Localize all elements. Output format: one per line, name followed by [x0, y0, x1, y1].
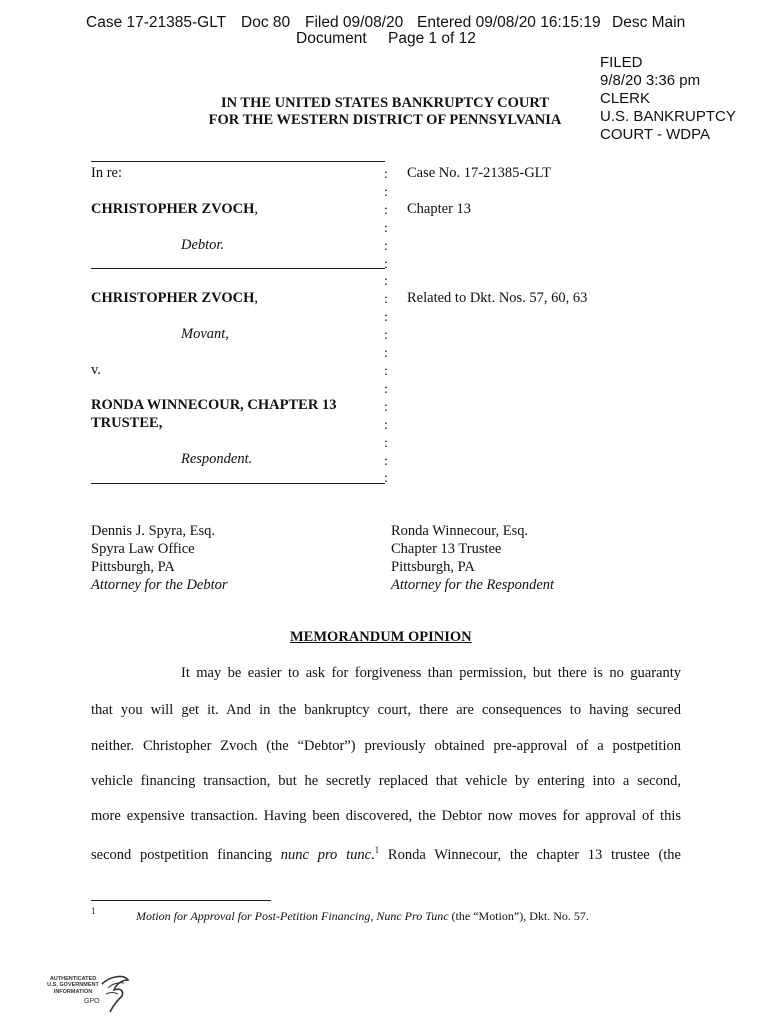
- body-line-6: [91, 845, 681, 864]
- versus-label: v.: [91, 362, 101, 378]
- header-filed: Filed 09/08/20: [305, 14, 404, 31]
- debtor-counsel-city: Pittsburgh, PA: [91, 559, 175, 575]
- related-docket: Related to Dkt. Nos. 57, 60, 63: [407, 290, 588, 306]
- debtor-label: Debtor.: [181, 237, 225, 253]
- colon: :: [384, 310, 388, 326]
- seal-line: AUTHENTICATED: [49, 976, 97, 982]
- colon: :: [384, 417, 388, 433]
- memorandum-title: MEMORANDUM OPINION: [290, 629, 472, 645]
- debtor-counsel-role: Attorney for the Debtor: [91, 577, 228, 593]
- stamp-line: 9/8/20 3:36 pm: [600, 72, 701, 89]
- stamp-line: FILED: [600, 54, 643, 71]
- court-line-2: FOR THE WESTERN DISTRICT OF PENNSYLVANIA: [208, 112, 562, 128]
- colon: :: [384, 453, 388, 469]
- colon: :: [384, 435, 388, 451]
- colon: :: [384, 184, 388, 200]
- footnote-rule: [91, 900, 271, 901]
- chapter-label: Chapter 13: [407, 201, 472, 217]
- caption-rule-top: [91, 161, 385, 162]
- body-line-6-c: Ronda Winnecour, the chapter 13 trustee (the: [379, 846, 681, 863]
- colon: :: [384, 346, 388, 362]
- colon: :: [384, 202, 388, 218]
- movant-label: Movant,: [181, 326, 229, 342]
- respondent-counsel-block: [391, 522, 554, 594]
- body-line-6-b: .: [371, 846, 375, 863]
- eagle-icon: [44, 974, 134, 1016]
- footnote-text: [136, 909, 589, 924]
- body-line-5: more expensive transaction. Having been discovered, the Debtor now moves for approval of this: [91, 808, 681, 824]
- footnote-number: 1: [91, 906, 96, 916]
- footnote-reference[interactable]: 1: [374, 845, 380, 855]
- header-document: Document: [296, 30, 367, 47]
- colon: :: [384, 274, 388, 290]
- colon: :: [384, 238, 388, 254]
- debtor-counsel-block: [91, 522, 228, 594]
- gpo-authentication-seal: [44, 974, 134, 1016]
- stamp-line: COURT - WDPA: [600, 126, 711, 143]
- court-line-1: IN THE UNITED STATES BANKRUPTCY COURT: [220, 95, 550, 111]
- colon: :: [384, 328, 388, 344]
- in-re-label: In re:: [91, 165, 122, 181]
- colon: :: [384, 292, 388, 308]
- caption-rule-middle: [91, 268, 385, 269]
- colon: :: [384, 399, 388, 415]
- footnote-rest: (the “Motion”), Dkt. No. 57.: [448, 909, 589, 923]
- respondent-counsel-name: Ronda Winnecour, Esq.: [391, 523, 529, 539]
- colon: :: [384, 381, 388, 397]
- respondent-name-line-1: RONDA WINNECOUR, CHAPTER 13: [91, 397, 337, 413]
- body-line-4: vehicle financing transaction, but he secretly replaced that vehicle by entering into a second,: [91, 773, 681, 789]
- debtor-name: [91, 201, 258, 218]
- stamp-line: U.S. BANKRUPTCY: [600, 108, 736, 125]
- header-doc: Doc 80: [241, 14, 291, 31]
- body-line-1: It may be easier to ask for forgiveness than permission, but there is no guaranty: [181, 665, 681, 681]
- movant-name: [91, 290, 258, 307]
- body-line-3: neither. Christopher Zvoch (the “Debtor”) previously obtained pre-approval of a postpetition: [91, 738, 681, 754]
- movant-name-comma: ,: [254, 290, 259, 306]
- header-entered: Entered 09/08/20 16:15:19: [417, 14, 601, 31]
- debtor-counsel-firm: Spyra Law Office: [91, 541, 195, 557]
- body-line-2: that you will get it. And in the bankruptcy court, there are consequences to having secured: [91, 702, 681, 718]
- respondent-counsel-title: Chapter 13 Trustee: [391, 541, 502, 557]
- seal-line: INFORMATION: [53, 988, 93, 995]
- debtor-name-text: CHRISTOPHER ZVOCH: [91, 201, 255, 217]
- colon: :: [384, 220, 388, 236]
- caption-colon-column: [384, 166, 388, 488]
- court-heading: [0, 95, 770, 129]
- debtor-name-comma: ,: [254, 201, 259, 217]
- body-line-6-a: second postpetition financing: [91, 846, 281, 863]
- respondent-name-line-2: TRUSTEE,: [91, 415, 163, 431]
- gpo-mark: GPO: [84, 998, 100, 1005]
- stamp-line: CLERK: [600, 90, 651, 107]
- colon: :: [384, 363, 388, 379]
- seal-line: U.S. GOVERNMENT: [47, 982, 99, 989]
- colon: :: [384, 256, 388, 272]
- body-line-6-italic: nunc pro tunc: [280, 846, 372, 863]
- header-case: Case 17-21385-GLT: [86, 14, 227, 31]
- debtor-counsel-name: Dennis J. Spyra, Esq.: [91, 523, 216, 539]
- respondent-counsel-role: Attorney for the Respondent: [391, 577, 555, 593]
- movant-name-text: CHRISTOPHER ZVOCH: [91, 290, 255, 306]
- footnote-italic: Motion for Approval for Post-Petition Financing, Nunc Pro Tunc: [136, 909, 449, 923]
- case-number: Case No. 17-21385-GLT: [407, 165, 552, 181]
- respondent-label: Respondent.: [181, 451, 253, 467]
- header-page: Page 1 of 12: [388, 30, 476, 47]
- header-desc: Desc Main: [612, 14, 686, 31]
- caption-rule-bottom: [91, 483, 385, 484]
- respondent-counsel-city: Pittsburgh, PA: [391, 559, 475, 575]
- colon: :: [384, 471, 388, 487]
- colon: :: [384, 167, 388, 182]
